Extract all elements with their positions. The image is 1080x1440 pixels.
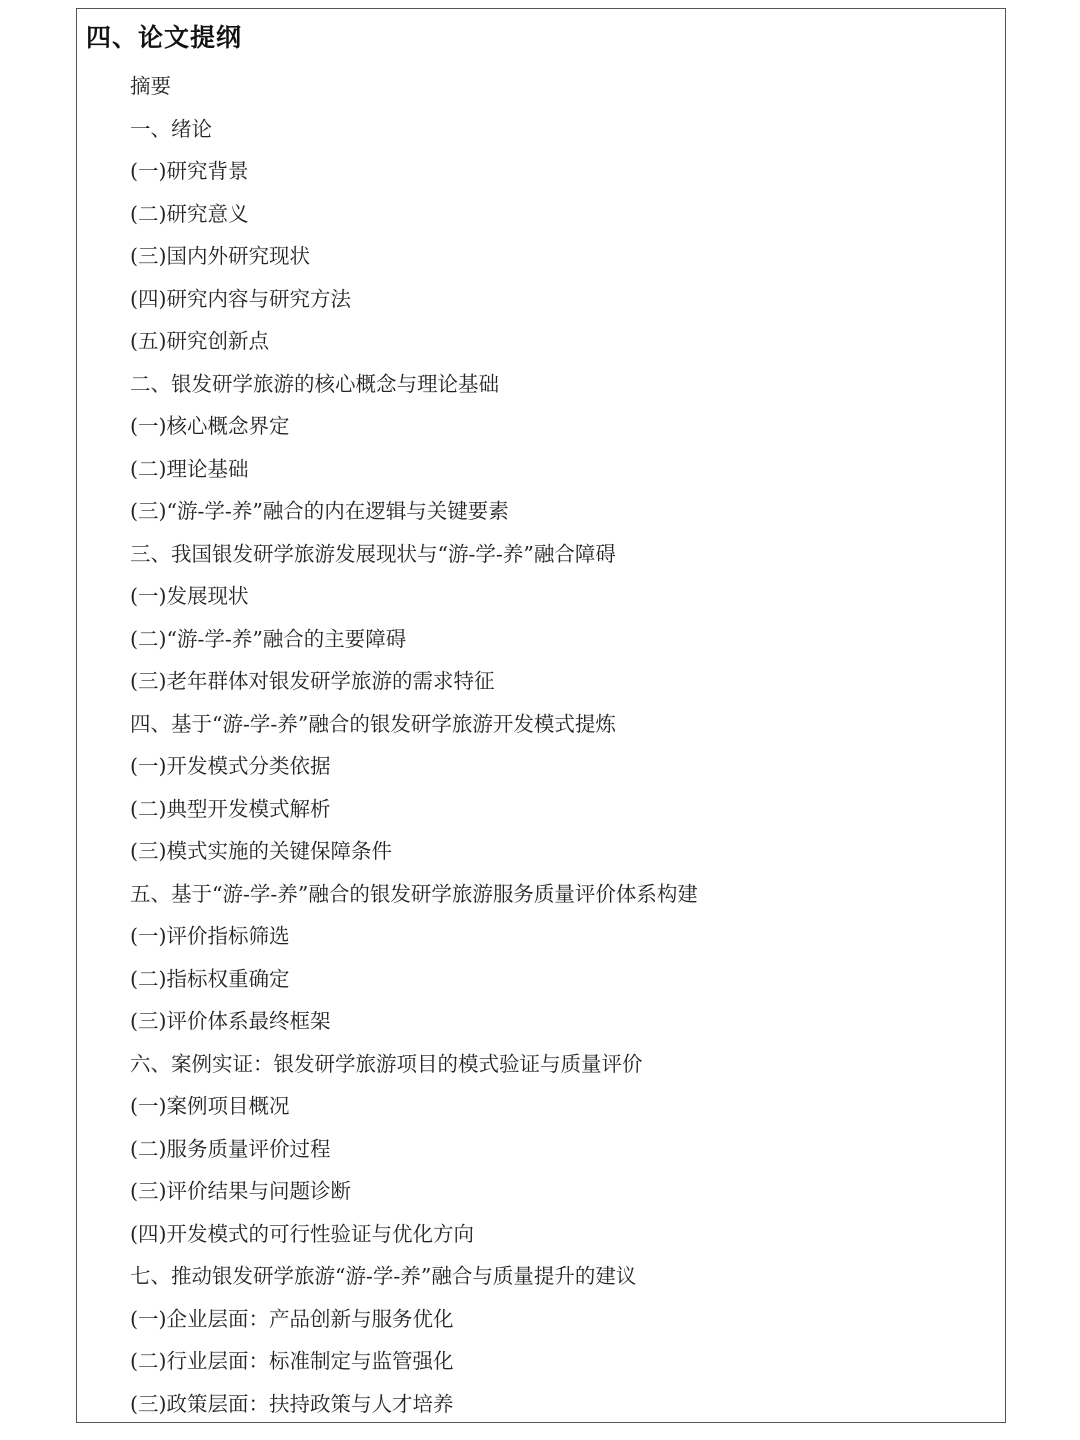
outline-item: (二)研究意义 [130, 201, 249, 226]
outline-item: (四)研究内容与研究方法 [130, 286, 351, 311]
outline-item: 五、基于“游-学-养”融合的银发研学旅游服务质量评价体系构建 [130, 881, 698, 906]
outline-item: (二)“游-学-养”融合的主要障碍 [130, 626, 407, 651]
outline-item: (一)核心概念界定 [130, 414, 290, 438]
outline-item: 一、绪论 [130, 116, 212, 141]
outline-item: 摘要 [130, 74, 171, 98]
outline-item: (二)服务质量评价过程 [130, 1136, 331, 1161]
outline-item: 七、推动银发研学旅游“游-学-养”融合与质量提升的建议 [130, 1264, 637, 1288]
outline-item: (三)评价结果与问题诊断 [130, 1179, 351, 1203]
outline-item: (二)理论基础 [130, 456, 249, 481]
outline-item: 四、基于“游-学-养”融合的银发研学旅游开发模式提炼 [130, 711, 616, 736]
outline-item: (三)老年群体对银发研学旅游的需求特征 [130, 669, 495, 693]
outline-item: (三)“游-学-养”融合的内在逻辑与关键要素 [130, 499, 509, 523]
outline-item: (一)开发模式分类依据 [130, 754, 331, 778]
outline-item: 二、银发研学旅游的核心概念与理论基础 [130, 371, 499, 396]
thesis-outline [130, 65, 698, 1425]
section-title: 四、论文提纲 [86, 23, 243, 52]
outline-item: (二)指标权重确定 [130, 966, 290, 991]
outline-item: 六、案例实证：银发研学旅游项目的模式验证与质量评价 [130, 1051, 643, 1076]
outline-item: (一)研究背景 [130, 159, 249, 183]
outline-item: (四)开发模式的可行性验证与优化方向 [130, 1221, 474, 1246]
outline-item: (一)案例项目概况 [130, 1094, 290, 1118]
outline-item: (三)模式实施的关键保障条件 [130, 839, 392, 863]
outline-item: (三)政策层面：扶持政策与人才培养 [130, 1391, 454, 1416]
outline-item: (二)行业层面：标准制定与监管强化 [130, 1349, 454, 1373]
outline-item: (二)典型开发模式解析 [130, 796, 331, 821]
outline-item: (一)企业层面：产品创新与服务优化 [130, 1306, 454, 1331]
outline-item: (三)评价体系最终框架 [130, 1009, 331, 1033]
outline-item: (三)国内外研究现状 [130, 244, 310, 268]
outline-item: 三、我国银发研学旅游发展现状与“游-学-养”融合障碍 [130, 541, 616, 566]
outline-item: (一)发展现状 [130, 584, 249, 608]
outline-item: (五)研究创新点 [130, 329, 269, 353]
outline-item: (一)评价指标筛选 [130, 924, 290, 948]
